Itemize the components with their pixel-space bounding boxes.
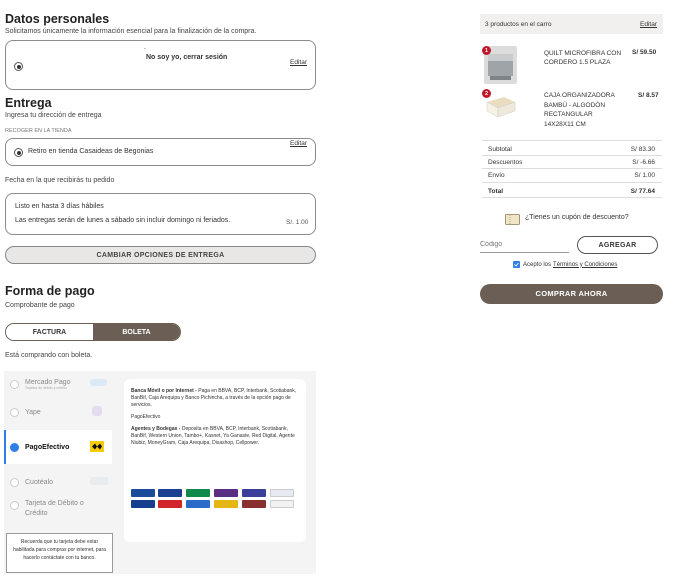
banca-title: Banca Móvil o por Internet - — [131, 388, 197, 394]
total-label: Total — [488, 188, 504, 195]
buying-with-text: Está comprando con boleta. — [5, 352, 93, 359]
scotiabank-logo-icon — [158, 500, 182, 508]
method-label: Mercado Pago — [25, 378, 71, 386]
summary-divider — [482, 197, 662, 198]
pagoefectivo-detail — [124, 379, 306, 542]
product-name: CAJA ORGANIZADORA BAMBÚ - ALGODÓN RECTANGULAR 14X28X11 CM — [544, 92, 615, 128]
delivery-title: Listo en hasta 3 días hábiles — [15, 203, 104, 210]
disashop-logo-icon — [242, 500, 266, 508]
cuotealo-logo-icon — [90, 477, 108, 485]
subtotal-value: S/ 83.30 — [630, 146, 655, 153]
method-mercado-pago[interactable] — [4, 374, 112, 394]
bcp-logo-icon — [158, 489, 182, 497]
coupon-icon — [505, 212, 520, 223]
logout-link[interactable]: No soy yo, cerrar sesión — [146, 54, 228, 61]
summary-divider — [482, 168, 662, 169]
westernunion-logo-icon — [214, 489, 238, 497]
method-label: Tarjeta de Débito o Crédito — [25, 500, 84, 517]
method-tarjeta[interactable] — [4, 499, 112, 523]
tab-factura[interactable]: FACTURA — [6, 324, 93, 340]
envio-value: S/ 1.00 — [634, 172, 655, 179]
store-name: Retiro en tienda Casaideas de Begonias — [28, 148, 154, 155]
method-pagoefectivo[interactable] — [4, 430, 112, 464]
method-label: Cuotéalo — [25, 478, 54, 486]
summary-envio — [488, 172, 655, 179]
terms-link[interactable]: Términos y Condiciones — [553, 261, 618, 268]
product-name: QUILT MICROFIBRA CON CORDERO 1.5 PLAZA — [544, 50, 622, 66]
terms-prefix: Acepto los — [523, 261, 552, 268]
cart-count: 3 productos en el carro — [485, 21, 552, 28]
terms-row — [513, 261, 617, 268]
mercadopago-logo-icon — [90, 379, 107, 386]
banbif-logo-icon — [186, 500, 210, 508]
coupon-question: ¿Tienes un cupón de descuento? — [525, 214, 629, 221]
pago-subtitle: Comprobante de pago — [5, 302, 75, 309]
apply-coupon-button[interactable]: AGREGAR — [577, 236, 658, 254]
summary-descuentos — [488, 159, 655, 166]
terms-checkbox[interactable] — [513, 261, 520, 268]
cart-header — [480, 14, 663, 34]
pickup-label: RECOGER EN LA TIENDA — [5, 128, 72, 134]
coupon-code-input[interactable] — [480, 237, 569, 253]
summary-divider — [482, 140, 662, 141]
banca-text: Paga en BBVA, BCP, Interbank, Scotiabank, BanBif, Caja Arequipa y Banco Pichincha, a través de la opción pago de servicios. — [131, 388, 297, 408]
buy-now-button[interactable]: COMPRAR AHORA — [480, 284, 663, 304]
store-card[interactable] — [5, 138, 316, 166]
pago-title: Forma de pago — [5, 284, 95, 298]
delivery-card[interactable] — [5, 193, 316, 235]
invoice-type-toggle — [5, 323, 181, 341]
method-radio[interactable] — [10, 408, 19, 417]
bbva-logo-icon — [131, 489, 155, 497]
summary-divider — [482, 182, 662, 183]
cart-edit-link[interactable]: Editar — [640, 21, 657, 28]
method-label: Yape — [25, 408, 41, 416]
agentes-title: Agentes y Bodegas - — [131, 426, 181, 432]
pagoefectivo-label: PagoEfectivo — [131, 414, 161, 420]
qty-badge: 2 — [482, 89, 491, 98]
cellpower-logo-icon — [270, 500, 294, 508]
user-name-placeholder: . — [144, 44, 146, 51]
entrega-subtitle: Ingresa tu dirección de entrega — [5, 112, 102, 119]
edit-store-link[interactable]: Editar — [290, 140, 307, 147]
method-radio[interactable] — [10, 380, 19, 389]
pagoefectivo-logo-icon — [90, 441, 104, 452]
descuentos-value: S/ -6.66 — [632, 159, 655, 166]
date-label: Fecha en la que recibirás tu pedido — [5, 177, 115, 184]
entrega-title: Entrega — [5, 96, 52, 110]
datos-subtitle: Solicitamos únicamente la información esencial para la finalización de la compra. — [5, 28, 257, 35]
method-sublabel: Tarjetas de débito y crédito — [25, 385, 67, 390]
method-radio-selected[interactable] — [10, 443, 19, 452]
change-delivery-button[interactable]: CAMBIAR OPCIONES DE ENTREGA — [5, 246, 316, 264]
niubiz-logo-icon — [270, 489, 294, 497]
product-price: S/ 8.57 — [638, 92, 659, 99]
interbank-logo-icon — [186, 489, 210, 497]
selected-indicator — [4, 430, 6, 464]
product-price: S/ 59.50 — [632, 49, 657, 56]
tab-boleta[interactable]: BOLETA — [93, 324, 180, 340]
cajaarequipa-logo-icon — [131, 500, 155, 508]
datos-title: Datos personales — [5, 12, 110, 26]
qty-badge: 1 — [482, 46, 491, 55]
card-notice: Recuerda que tu tarjeta debe estar habilitada para compras por internet, para hacerlo contáctate con tu banco. — [6, 533, 113, 573]
summary-total — [488, 188, 655, 195]
envio-label: Envío — [488, 172, 505, 179]
delivery-price: S/. 1.00 — [286, 219, 309, 226]
user-radio[interactable] — [14, 62, 23, 71]
total-value: S/ 77.64 — [630, 188, 655, 195]
user-card — [5, 40, 316, 90]
tambo-logo-icon — [242, 489, 266, 497]
edit-user-link[interactable]: Editar — [290, 59, 307, 66]
method-yape[interactable] — [4, 403, 112, 421]
method-radio[interactable] — [10, 501, 19, 510]
method-radio[interactable] — [10, 478, 19, 487]
agentes-text: Deposita en BBVA, BCP, Interbank, Scotiabank, BanBif, Western Union, Tambo+, Kasnet, Ya Ganaste, Red Digital, Agente Niubiz, MoneyGram, Caja Arequipa, Disashop, Cellpower. — [131, 426, 295, 446]
delivery-note: Las entregas serán de lunes a sábado sin incluir domingo ni feriados. — [15, 217, 231, 224]
subtotal-label: Subtotal — [488, 146, 512, 153]
store-radio[interactable] — [14, 148, 23, 157]
summary-divider — [482, 155, 662, 156]
method-cuotealo[interactable] — [4, 473, 112, 491]
kasnet-logo-icon — [214, 500, 238, 508]
method-label: PagoEfectivo — [25, 443, 70, 451]
descuentos-label: Descuentos — [488, 159, 523, 166]
summary-subtotal — [488, 146, 655, 153]
yape-logo-icon — [92, 406, 102, 416]
